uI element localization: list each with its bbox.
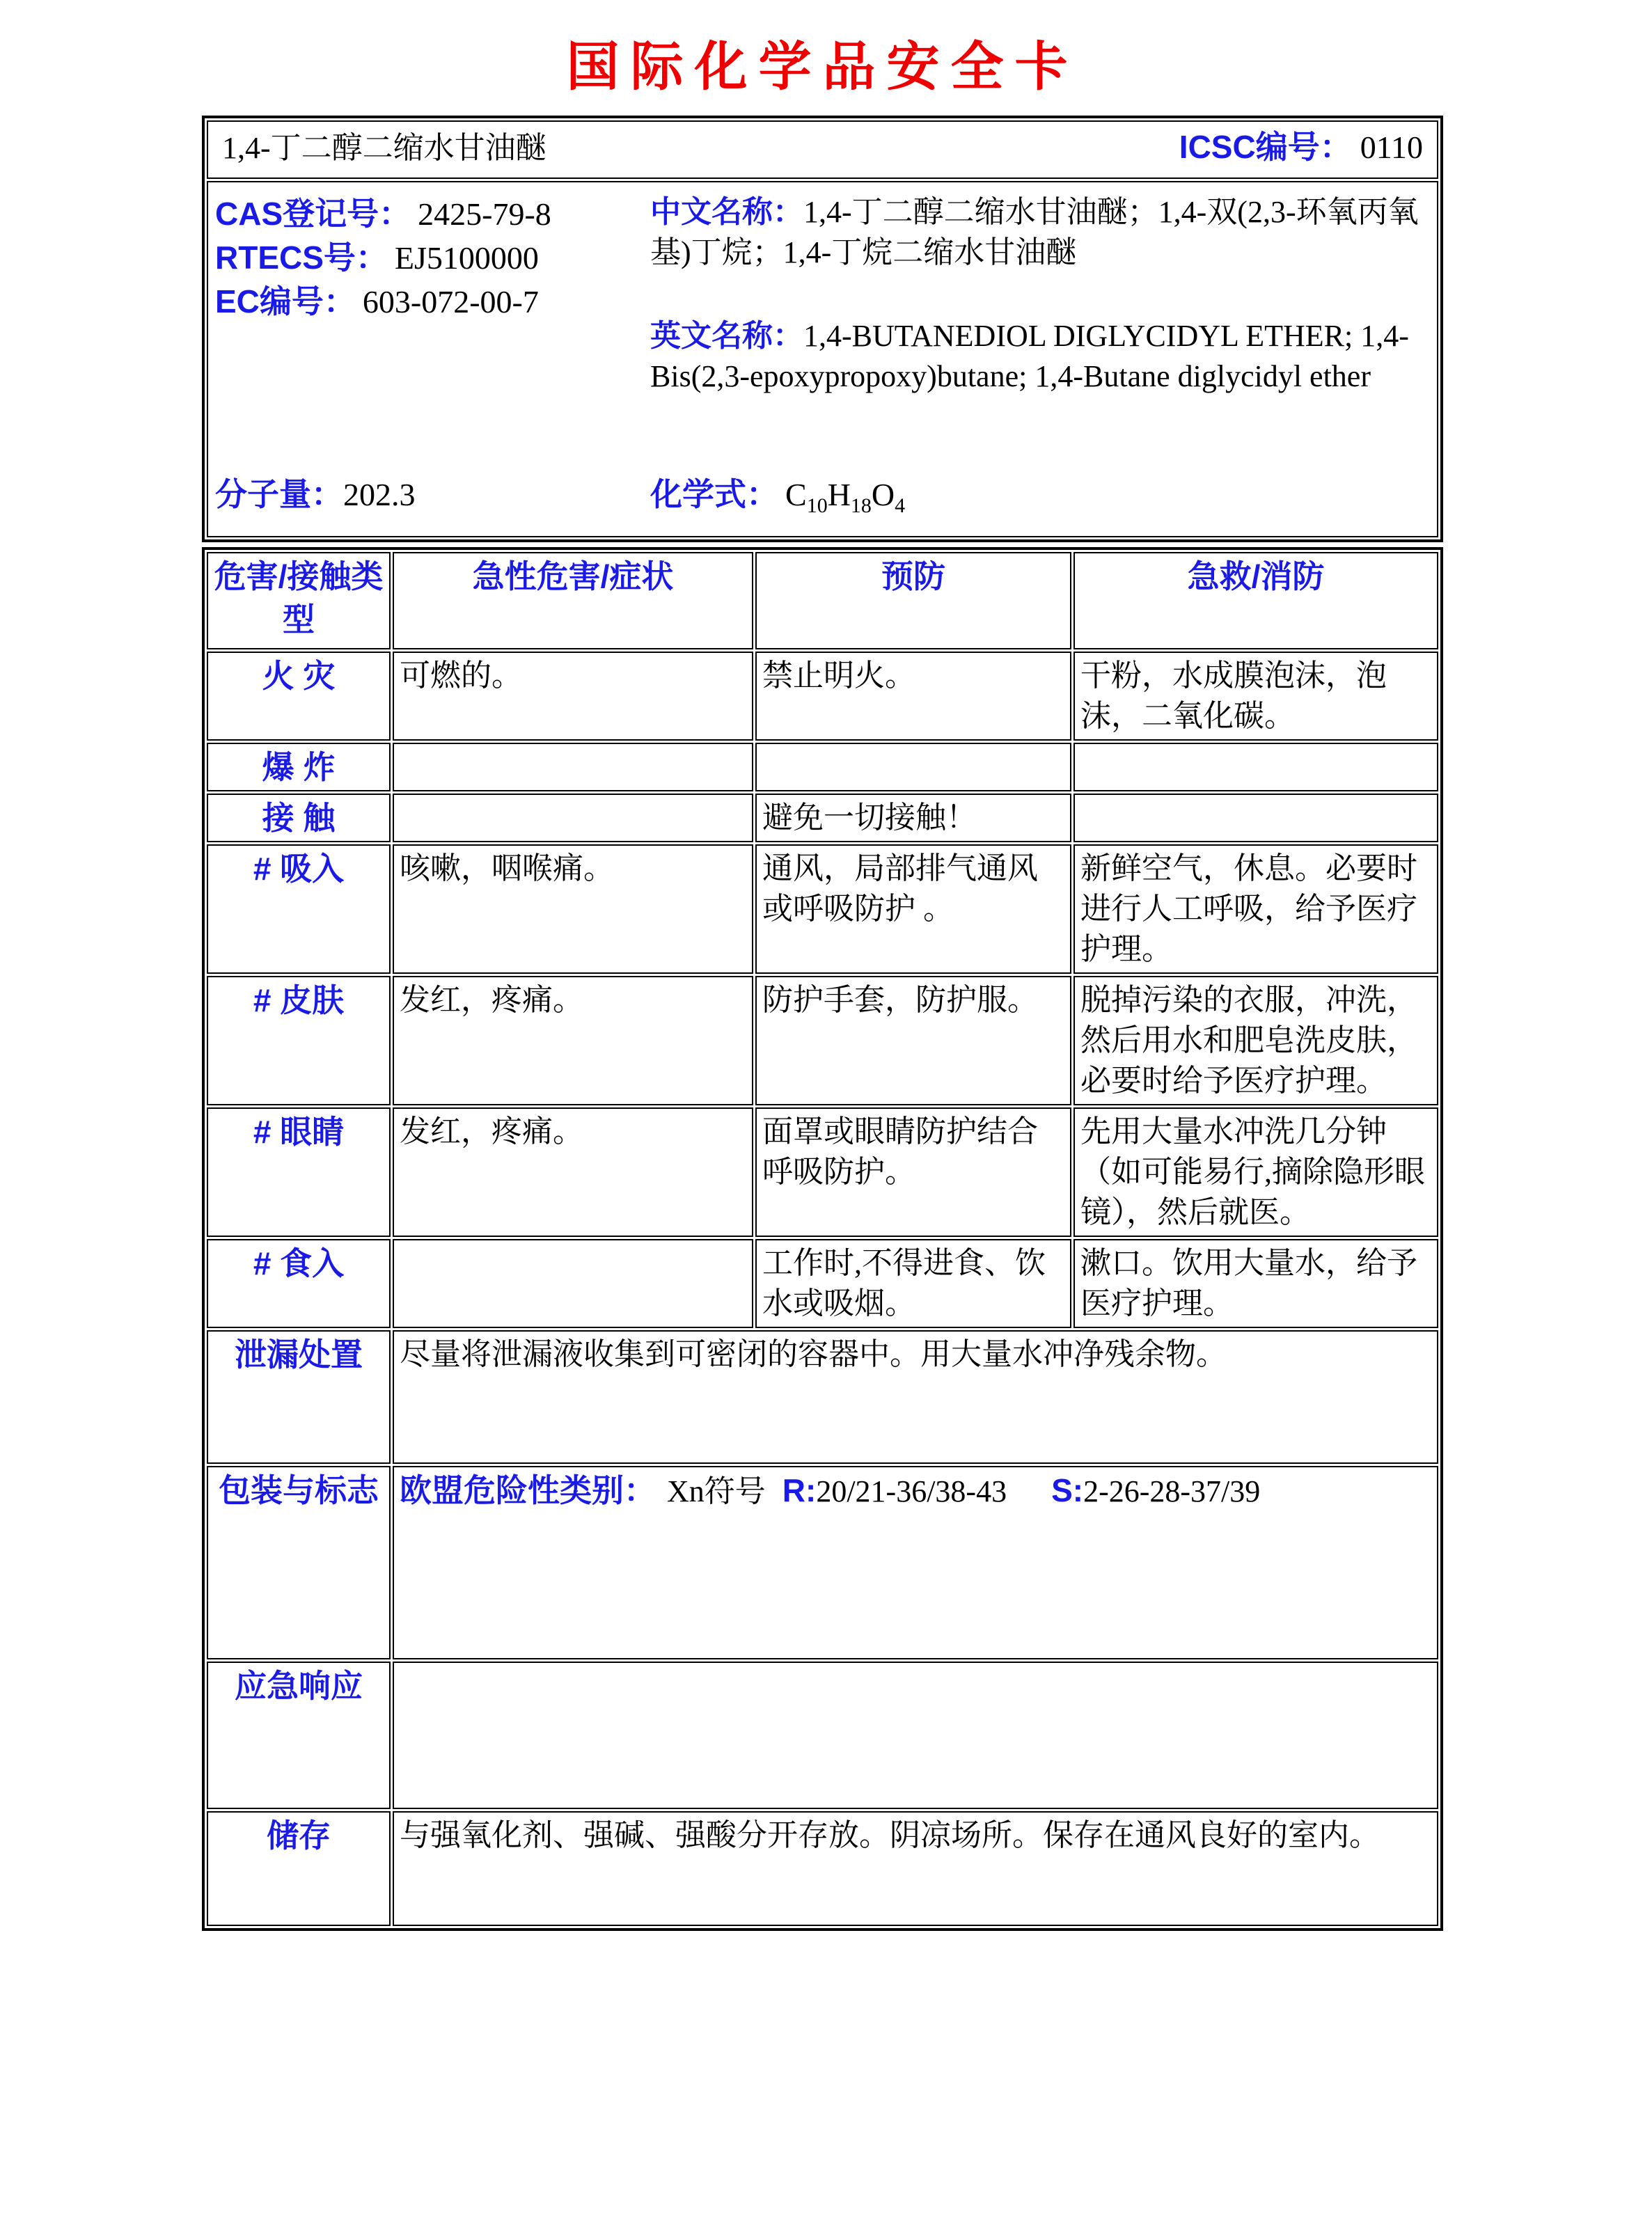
explosion-firstaid: [1073, 743, 1438, 791]
eu-symbol: Xn符号: [667, 1474, 766, 1508]
ingestion-symptoms: [393, 1239, 753, 1328]
packaging-content: [393, 1466, 1438, 1659]
fire-symptoms: 可燃的。: [393, 652, 753, 741]
rtecs-value: EJ5100000: [394, 239, 539, 276]
registry-numbers: [215, 192, 650, 397]
rtecs-label: RTECS号：: [215, 239, 388, 276]
hazard-row-eyes: [207, 1107, 1438, 1237]
cas-label: CAS登记号：: [215, 195, 411, 232]
english-name-paragraph: [650, 316, 1424, 397]
column-header-hazard-type: 危害/接触类型: [207, 552, 391, 649]
row-label-storage: 储存: [207, 1811, 391, 1926]
inhalation-firstaid: 新鲜空气，休息。必要时进行人工呼吸，给予医疗护理。: [1073, 844, 1438, 974]
eu-classification-line: [400, 1470, 1431, 1512]
row-label-spill: 泄漏处置: [207, 1330, 391, 1464]
identification-table: [202, 116, 1443, 542]
skin-symptoms: 发红，疼痛。: [393, 976, 753, 1105]
chinese-name-paragraph: [650, 192, 1424, 273]
hazard-row-explosion: [207, 743, 1438, 791]
exposure-symptoms: [393, 794, 753, 842]
hazard-row-fire: [207, 652, 1438, 741]
s-phrases-value: 2-26-28-37/39: [1083, 1474, 1261, 1508]
icsc-number-field: [1179, 122, 1423, 168]
row-label-skin: # 皮肤: [207, 976, 391, 1105]
hazard-row-ingestion: [207, 1239, 1438, 1328]
inhalation-symptoms: 咳嗽，咽喉痛。: [393, 844, 753, 974]
s-phrases-label: S:: [1051, 1471, 1084, 1508]
icsc-number-value: 0110: [1360, 129, 1423, 165]
ingestion-firstaid: 漱口。饮用大量水，给予医疗护理。: [1073, 1239, 1438, 1328]
hazard-row-inhalation: [207, 844, 1438, 974]
molecular-weight-label: 分子量：: [215, 475, 343, 512]
eyes-symptoms: 发红，疼痛。: [393, 1107, 753, 1237]
explosion-symptoms: [393, 743, 753, 791]
emergency-content: [393, 1662, 1438, 1809]
column-header-firstaid: 急救/消防: [1073, 552, 1438, 649]
skin-prevention: 防护手套，防护服。: [755, 976, 1071, 1105]
molecular-weight-line: [215, 474, 650, 526]
cas-number-line: [215, 192, 650, 236]
explosion-prevention: [755, 743, 1071, 791]
name-row: [207, 120, 1438, 179]
spill-content: 尽量将泄漏液收集到可密闭的容器中。用大量水冲净残余物。: [393, 1330, 1438, 1464]
rtecs-number-line: [215, 236, 650, 280]
substance-info-cell: [207, 181, 1438, 537]
column-header-prevention: 预防: [755, 552, 1071, 649]
inhalation-prevention: 通风，局部排气通风或呼吸防护 。: [755, 844, 1071, 974]
english-name-label: 英文名称：: [650, 318, 803, 353]
emergency-response-row: [207, 1662, 1438, 1809]
row-label-exposure: 接 触: [207, 794, 391, 842]
fire-prevention: 禁止明火。: [755, 652, 1071, 741]
fire-firstaid: 干粉，水成膜泡沫，泡沫，二氧化碳。: [1073, 652, 1438, 741]
eu-classification-label: 欧盟危险性类别：: [400, 1471, 656, 1508]
molecular-weight-value: 202.3: [343, 476, 416, 512]
chinese-name-label: 中文名称：: [650, 194, 803, 229]
skin-firstaid: 脱掉污染的衣服，冲洗，然后用水和肥皂洗皮肤，必要时给予医疗护理。: [1073, 976, 1438, 1105]
row-label-emergency: 应急响应: [207, 1662, 391, 1809]
r-phrases-label: R:: [782, 1471, 817, 1508]
hazard-header-row: [207, 552, 1438, 649]
r-phrases-value: 20/21-36/38-43: [816, 1474, 1007, 1508]
substance-names: [650, 192, 1430, 397]
spill-disposal-row: [207, 1330, 1438, 1464]
row-label-ingestion: # 食入: [207, 1239, 391, 1328]
exposure-prevention: 避免一切接触！: [755, 794, 1071, 842]
formula-label: 化学式：: [650, 475, 778, 512]
english-name-value: 1,4-BUTANEDIOL DIGLYCIDYL ETHER; 1,4-Bis(2,3-epoxypropoxy)butane; 1,4-Butane diglycidyl ether: [650, 318, 1409, 393]
chinese-name-value: 1,4-丁二醇二缩水甘油醚；1,4-双(2,3-环氧丙氧基)丁烷；1,4-丁烷二缩水甘油醚: [650, 194, 1419, 269]
storage-content: 与强氧化剂、强碱、强酸分开存放。阴凉场所。保存在通风良好的室内。: [393, 1811, 1438, 1926]
row-label-eyes: # 眼睛: [207, 1107, 391, 1237]
cas-value: 2425-79-8: [418, 196, 551, 232]
row-label-packaging: 包装与标志: [207, 1466, 391, 1659]
storage-row: [207, 1811, 1438, 1926]
icsc-number-label: ICSC编号：: [1179, 128, 1352, 165]
ec-value: 603-072-00-7: [362, 283, 539, 319]
eyes-prevention: 面罩或眼睛防护结合呼吸防护。: [755, 1107, 1071, 1237]
formula-value: $C_{10}H_{18}O_4$: [785, 476, 906, 517]
row-label-explosion: 爆 炸: [207, 743, 391, 791]
ec-label: EC编号：: [215, 283, 356, 319]
column-header-symptoms: 急性危害/症状: [393, 552, 753, 649]
hazard-row-exposure: [207, 794, 1438, 842]
hazard-row-skin: [207, 976, 1438, 1105]
formula-line: [650, 474, 905, 526]
row-label-fire: 火 灾: [207, 652, 391, 741]
chemical-name: 1,4-丁二醇二缩水甘油醚: [222, 130, 546, 165]
ingestion-prevention: 工作时,不得进食、饮水或吸烟。: [755, 1239, 1071, 1328]
exposure-firstaid: [1073, 794, 1438, 842]
hazard-table: [202, 547, 1443, 1931]
row-label-inhalation: # 吸入: [207, 844, 391, 974]
packaging-labelling-row: [207, 1466, 1438, 1659]
ec-number-line: [215, 280, 650, 324]
eyes-firstaid: 先用大量水冲洗几分钟（如可能易行,摘除隐形眼镜），然后就医。: [1073, 1107, 1438, 1237]
page-title: 国际化学品安全卡: [566, 35, 1079, 97]
